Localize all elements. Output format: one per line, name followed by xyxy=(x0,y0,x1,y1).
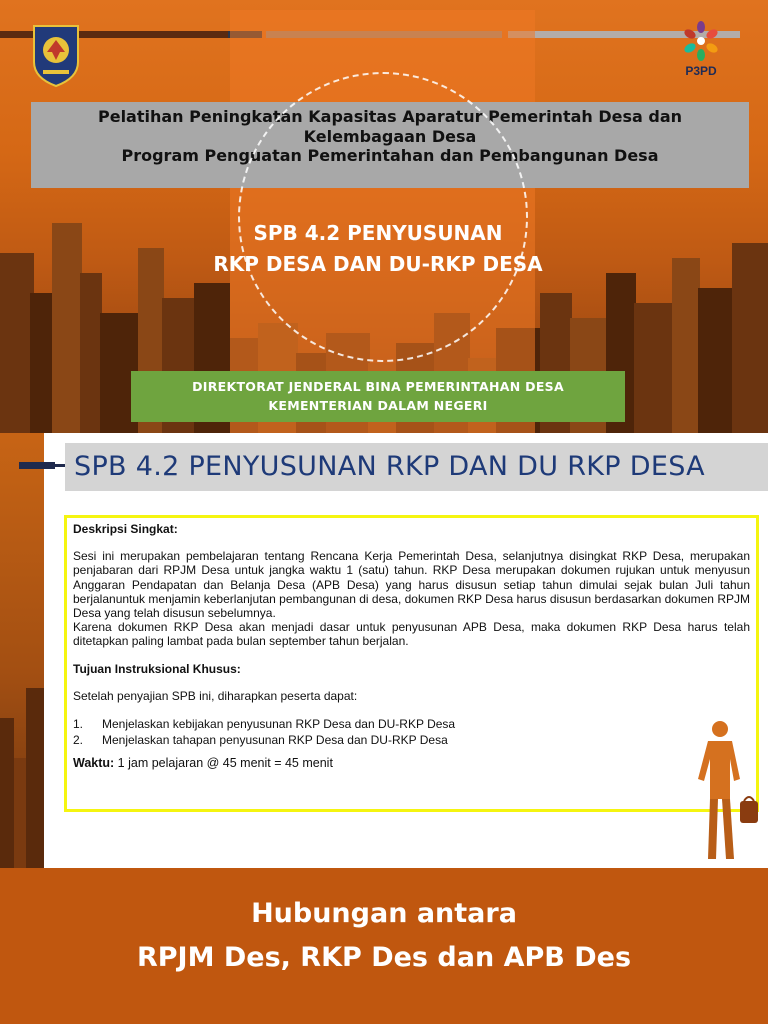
slide-header: SPB 4.2 PENYUSUNAN RKP DAN DU RKP DESA xyxy=(74,451,705,482)
government-emblem-icon xyxy=(31,22,81,88)
description-heading: Deskripsi Singkat: xyxy=(73,522,178,536)
training-title-line: Program Penguatan Pemerintahan dan Pembangunan Desa xyxy=(121,146,659,165)
module-title xyxy=(190,218,566,280)
duration-label: Waktu: xyxy=(73,756,115,771)
module-title-line: RKP DESA DAN DU-RKP DESA xyxy=(213,252,543,276)
list-item xyxy=(73,716,750,732)
objectives-heading: Tujuan Instruksional Khusus: xyxy=(73,661,241,676)
training-title-line: Pelatihan Peningkatan Kapasitas Aparatur Pemerintah Desa dan xyxy=(97,107,683,126)
duration-value: 1 jam pelajaran @ 45 menit = 45 menit xyxy=(114,756,333,771)
list-item-number: 1. xyxy=(73,717,84,732)
p3pd-logo xyxy=(674,18,728,82)
description-slide xyxy=(0,433,768,868)
relationship-title-line: Hubungan antara xyxy=(251,898,517,929)
header-accent-line xyxy=(55,464,65,467)
duration-line xyxy=(73,754,750,772)
description-paragraph: Sesi ini merupakan pembelajaran tentang Rencana Kerja Pemerintah Desa, selanjutnya disingkat RKP Desa, merupakan penjabaran dari RPJM Desa untuk jangka waktu 1 (satu) tahun. RKP Desa merupakan dokumen rujukan untuk menyusun Anggaran Pendapatan dan Belanja Desa (APB Desa) yang harus disusun setiap tahun dimulai sejak bulan Juli tahun berjalanuntuk menjamin keberlanjutan pembangunan di desa, dokumen RKP Desa harus disusun berdasarkan dokumen RPJM Desa yang telah disusun sebelumnya. xyxy=(73,549,750,621)
cover-slide xyxy=(0,0,768,433)
organization-line: KEMENTERIAN DALAM NEGERI xyxy=(268,398,488,413)
organization-line: DIREKTORAT JENDERAL BINA PEMERINTAHAN DESA xyxy=(192,379,564,394)
relationship-slide xyxy=(0,868,768,1024)
list-item-text: Menjelaskan kebijakan penyusunan RKP Desa dan DU-RKP Desa xyxy=(102,717,456,732)
left-city-strip xyxy=(0,433,44,868)
objectives-intro: Setelah penyajian SPB ini, diharapkan peserta dapat: xyxy=(73,688,358,703)
header-accent xyxy=(19,462,55,469)
description-box xyxy=(64,515,759,812)
list-item-text: Menjelaskan tahapan penyusunan RKP Desa dan DU-RKP Desa xyxy=(102,733,448,748)
relationship-title-line: RPJM Des, RKP Des dan APB Des xyxy=(136,942,632,973)
description-paragraph: Karena dokumen RKP Desa akan menjadi dasar untuk penyusunan APB Desa, maka dokumen RKP Desa harus telah ditetapkan paling lambat pada bulan september tahun berjalan. xyxy=(73,620,750,649)
organization-banner xyxy=(131,371,625,422)
dashed-circle-decoration xyxy=(238,72,528,362)
p3pd-logo-text: P3PD xyxy=(685,64,717,78)
training-title-line: Kelembagaan Desa xyxy=(303,126,477,146)
businessman-figure-icon xyxy=(688,719,762,867)
module-title-line: SPB 4.2 PENYUSUNAN xyxy=(253,221,503,245)
p3pd-flower-icon xyxy=(674,18,728,64)
list-item xyxy=(73,732,750,748)
list-item-number: 2. xyxy=(73,733,84,748)
